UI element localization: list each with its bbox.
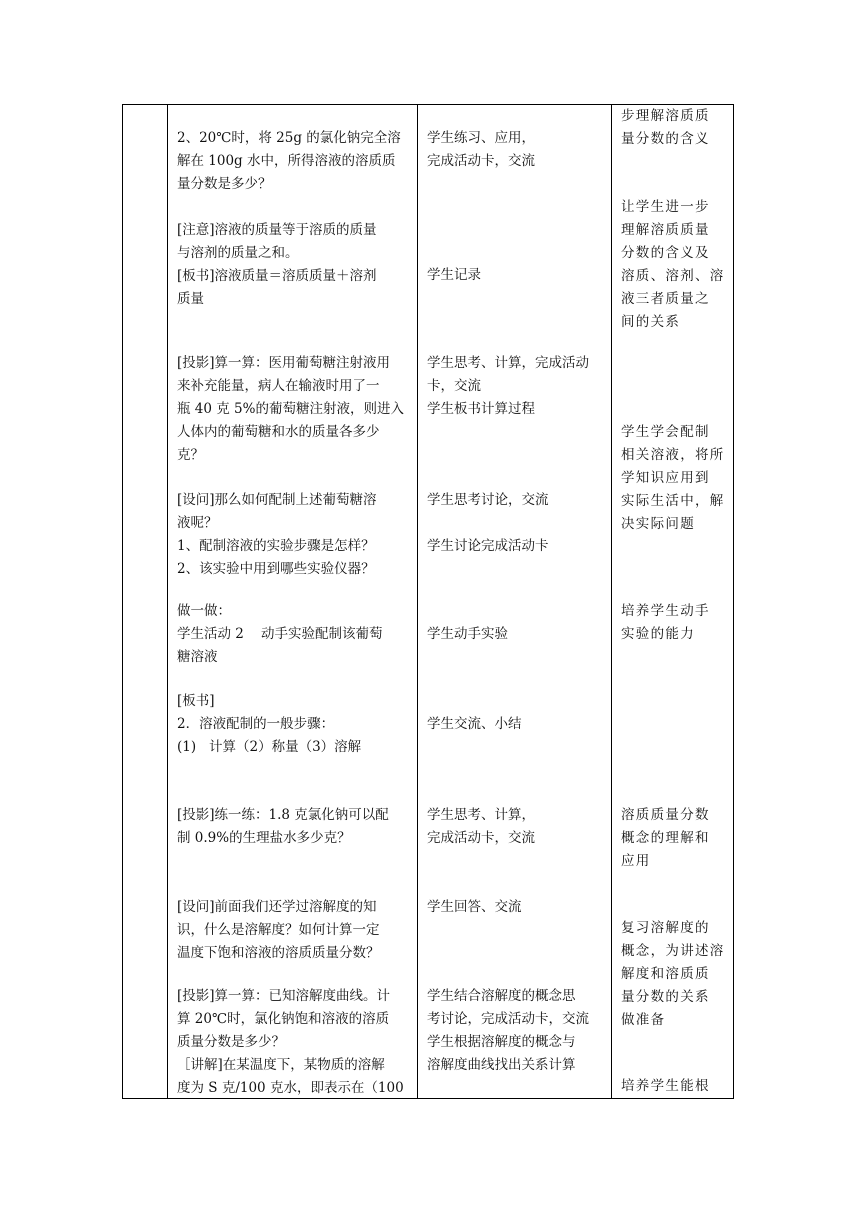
text-line: 学生练习、应用， xyxy=(427,130,535,146)
purpose-item-5 xyxy=(621,804,710,873)
text-line: 实际生活中，解 xyxy=(621,493,725,509)
text-line: (1) 计算（2）称量（3）溶解 xyxy=(177,739,362,755)
text-line: 量分数是多少？ xyxy=(177,176,272,192)
student-item-1 xyxy=(427,127,535,173)
text-line: 学生记录 xyxy=(427,267,481,283)
text-line: 让学生进一步 xyxy=(621,199,710,215)
text-line: 步理解溶质质 xyxy=(621,108,710,124)
text-line: 量分数的含义 xyxy=(621,131,710,147)
text-line: 2、20℃时，将 25g 的氯化钠完全溶 xyxy=(177,130,401,146)
column-divider-1 xyxy=(167,105,168,1098)
teacher-item-q2 xyxy=(177,127,401,196)
text-line: 做一做： xyxy=(177,603,231,619)
student-item-4 xyxy=(427,489,549,512)
text-line: 算 20℃时，氯化钠饱和溶液的溶质 xyxy=(177,1011,390,1027)
text-line: 解度和溶质质 xyxy=(621,966,710,982)
text-line: 温度下饱和溶液的溶质质量分数？ xyxy=(177,945,380,961)
text-line: 瓶 40 克 5%的葡萄糖注射液，则进入 xyxy=(177,401,404,417)
text-line: 概念，为讲述溶 xyxy=(621,943,725,959)
text-line: 与溶剂的质量之和。 xyxy=(177,245,299,261)
text-line: 学生交流、小结 xyxy=(427,716,522,732)
student-item-3 xyxy=(427,352,589,421)
text-line: 学生板书计算过程 xyxy=(427,401,535,417)
student-item-8 xyxy=(427,804,535,850)
text-line: 1、配制溶液的实验步骤是怎样？ xyxy=(177,538,375,554)
text-line: 学生活动 2 动手实验配制该葡萄 xyxy=(177,626,383,642)
text-line: [投影]算一算：医用葡萄糖注射液用 xyxy=(177,355,391,371)
text-line: [板书] xyxy=(177,693,215,709)
purpose-item-3 xyxy=(621,421,725,536)
teacher-item-question-1 xyxy=(177,489,377,581)
text-line: 概念的理解和 xyxy=(621,830,710,846)
student-item-7 xyxy=(427,713,522,736)
text-line: 卡，交流 xyxy=(427,378,481,394)
student-item-2 xyxy=(427,264,481,287)
text-line: 学生讨论完成活动卡 xyxy=(427,538,549,554)
text-line: 来补充能量，病人在输液时用了一 xyxy=(177,378,380,394)
teacher-item-note xyxy=(177,219,377,311)
text-line: 做准备 xyxy=(621,1012,666,1028)
text-line: 学生根据溶解度的概念与 xyxy=(427,1034,576,1050)
student-item-9 xyxy=(427,896,522,919)
text-line: 完成活动卡，交流 xyxy=(427,830,535,846)
teacher-item-board-2 xyxy=(177,690,361,759)
text-line: 实验的能力 xyxy=(621,626,695,642)
text-line: 学生动手实验 xyxy=(427,626,508,642)
text-line: [投影]练一练：1.8 克氯化钠可以配 xyxy=(177,807,389,823)
purpose-item-2 xyxy=(621,196,725,334)
text-line: 溶解度曲线找出关系计算 xyxy=(427,1057,576,1073)
text-line: 溶质、溶剂、溶 xyxy=(621,268,725,284)
text-line: 度为 S 克/100 克水，即表示在（100 xyxy=(177,1080,404,1096)
text-line: [注意]溶液的质量等于溶质的质量 xyxy=(177,222,377,238)
text-line: 培养学生动手 xyxy=(621,603,710,619)
text-line: 学生思考讨论，交流 xyxy=(427,492,549,508)
text-line: 相关溶液，将所 xyxy=(621,447,725,463)
purpose-item-1 xyxy=(621,105,710,151)
text-line: [板书]溶液质量＝溶质质量＋溶剂 xyxy=(177,268,377,284)
text-line: 溶质质量分数 xyxy=(621,807,710,823)
text-line: 培养学生能根 xyxy=(621,1078,710,1094)
text-line: 2、该实验中用到哪些实验仪器？ xyxy=(177,561,375,577)
text-line: 学知识应用到 xyxy=(621,470,710,486)
column-divider-3 xyxy=(611,105,612,1098)
text-line: 糖溶液 xyxy=(177,649,218,665)
teacher-item-projection-2 xyxy=(177,804,389,850)
lesson-table xyxy=(122,104,734,1099)
text-line: 质量分数是多少？ xyxy=(177,1034,285,1050)
student-item-10 xyxy=(427,985,589,1031)
text-line: ［讲解]在某温度下，某物质的溶解 xyxy=(177,1057,385,1073)
purpose-item-4 xyxy=(621,600,710,646)
text-line: 2．溶液配制的一般步骤： xyxy=(177,716,335,732)
student-item-11 xyxy=(427,1031,576,1077)
text-line: 学生学会配制 xyxy=(621,424,710,440)
text-line: 学生思考、计算，完成活动 xyxy=(427,355,589,371)
text-line: [投影]算一算：已知溶解度曲线。计 xyxy=(177,988,391,1004)
text-line: 学生回答、交流 xyxy=(427,899,522,915)
text-line: 完成活动卡，交流 xyxy=(427,153,535,169)
text-line: 决实际问题 xyxy=(621,516,695,532)
text-line: [设问]那么如何配制上述葡萄糖溶 xyxy=(177,492,377,508)
teacher-item-projection-1 xyxy=(177,352,404,467)
text-line: 学生结合溶解度的概念思 xyxy=(427,988,576,1004)
column-divider-2 xyxy=(417,105,418,1098)
text-line: 识，什么是溶解度？如何计算一定 xyxy=(177,922,380,938)
text-line: [设问]前面我们还学过溶解度的知 xyxy=(177,899,377,915)
student-item-5 xyxy=(427,535,549,558)
text-line: 量分数的关系 xyxy=(621,989,710,1005)
teacher-item-question-2 xyxy=(177,896,380,965)
text-line: 理解溶质质量 xyxy=(621,222,710,238)
teacher-item-projection-3 xyxy=(177,985,404,1100)
text-line: 质量 xyxy=(177,291,204,307)
text-line: 人体内的葡萄糖和水的质量各多少 xyxy=(177,424,380,440)
text-line: 间的关系 xyxy=(621,314,681,330)
teacher-item-do-it xyxy=(177,600,383,669)
text-line: 解在 100g 水中，所得溶液的溶质质 xyxy=(177,153,396,169)
text-line: 应用 xyxy=(621,853,651,869)
text-line: 学生思考、计算， xyxy=(427,807,535,823)
text-line: 制 0.9%的生理盐水多少克？ xyxy=(177,830,351,846)
text-line: 考讨论，完成活动卡，交流 xyxy=(427,1011,589,1027)
text-line: 克？ xyxy=(177,447,204,463)
text-line: 复习溶解度的 xyxy=(621,920,710,936)
text-line: 液呢？ xyxy=(177,515,218,531)
student-item-6 xyxy=(427,623,508,646)
purpose-item-6 xyxy=(621,917,725,1032)
text-line: 液三者质量之 xyxy=(621,291,710,307)
purpose-item-7 xyxy=(621,1075,710,1098)
text-line: 分数的含义及 xyxy=(621,245,710,261)
